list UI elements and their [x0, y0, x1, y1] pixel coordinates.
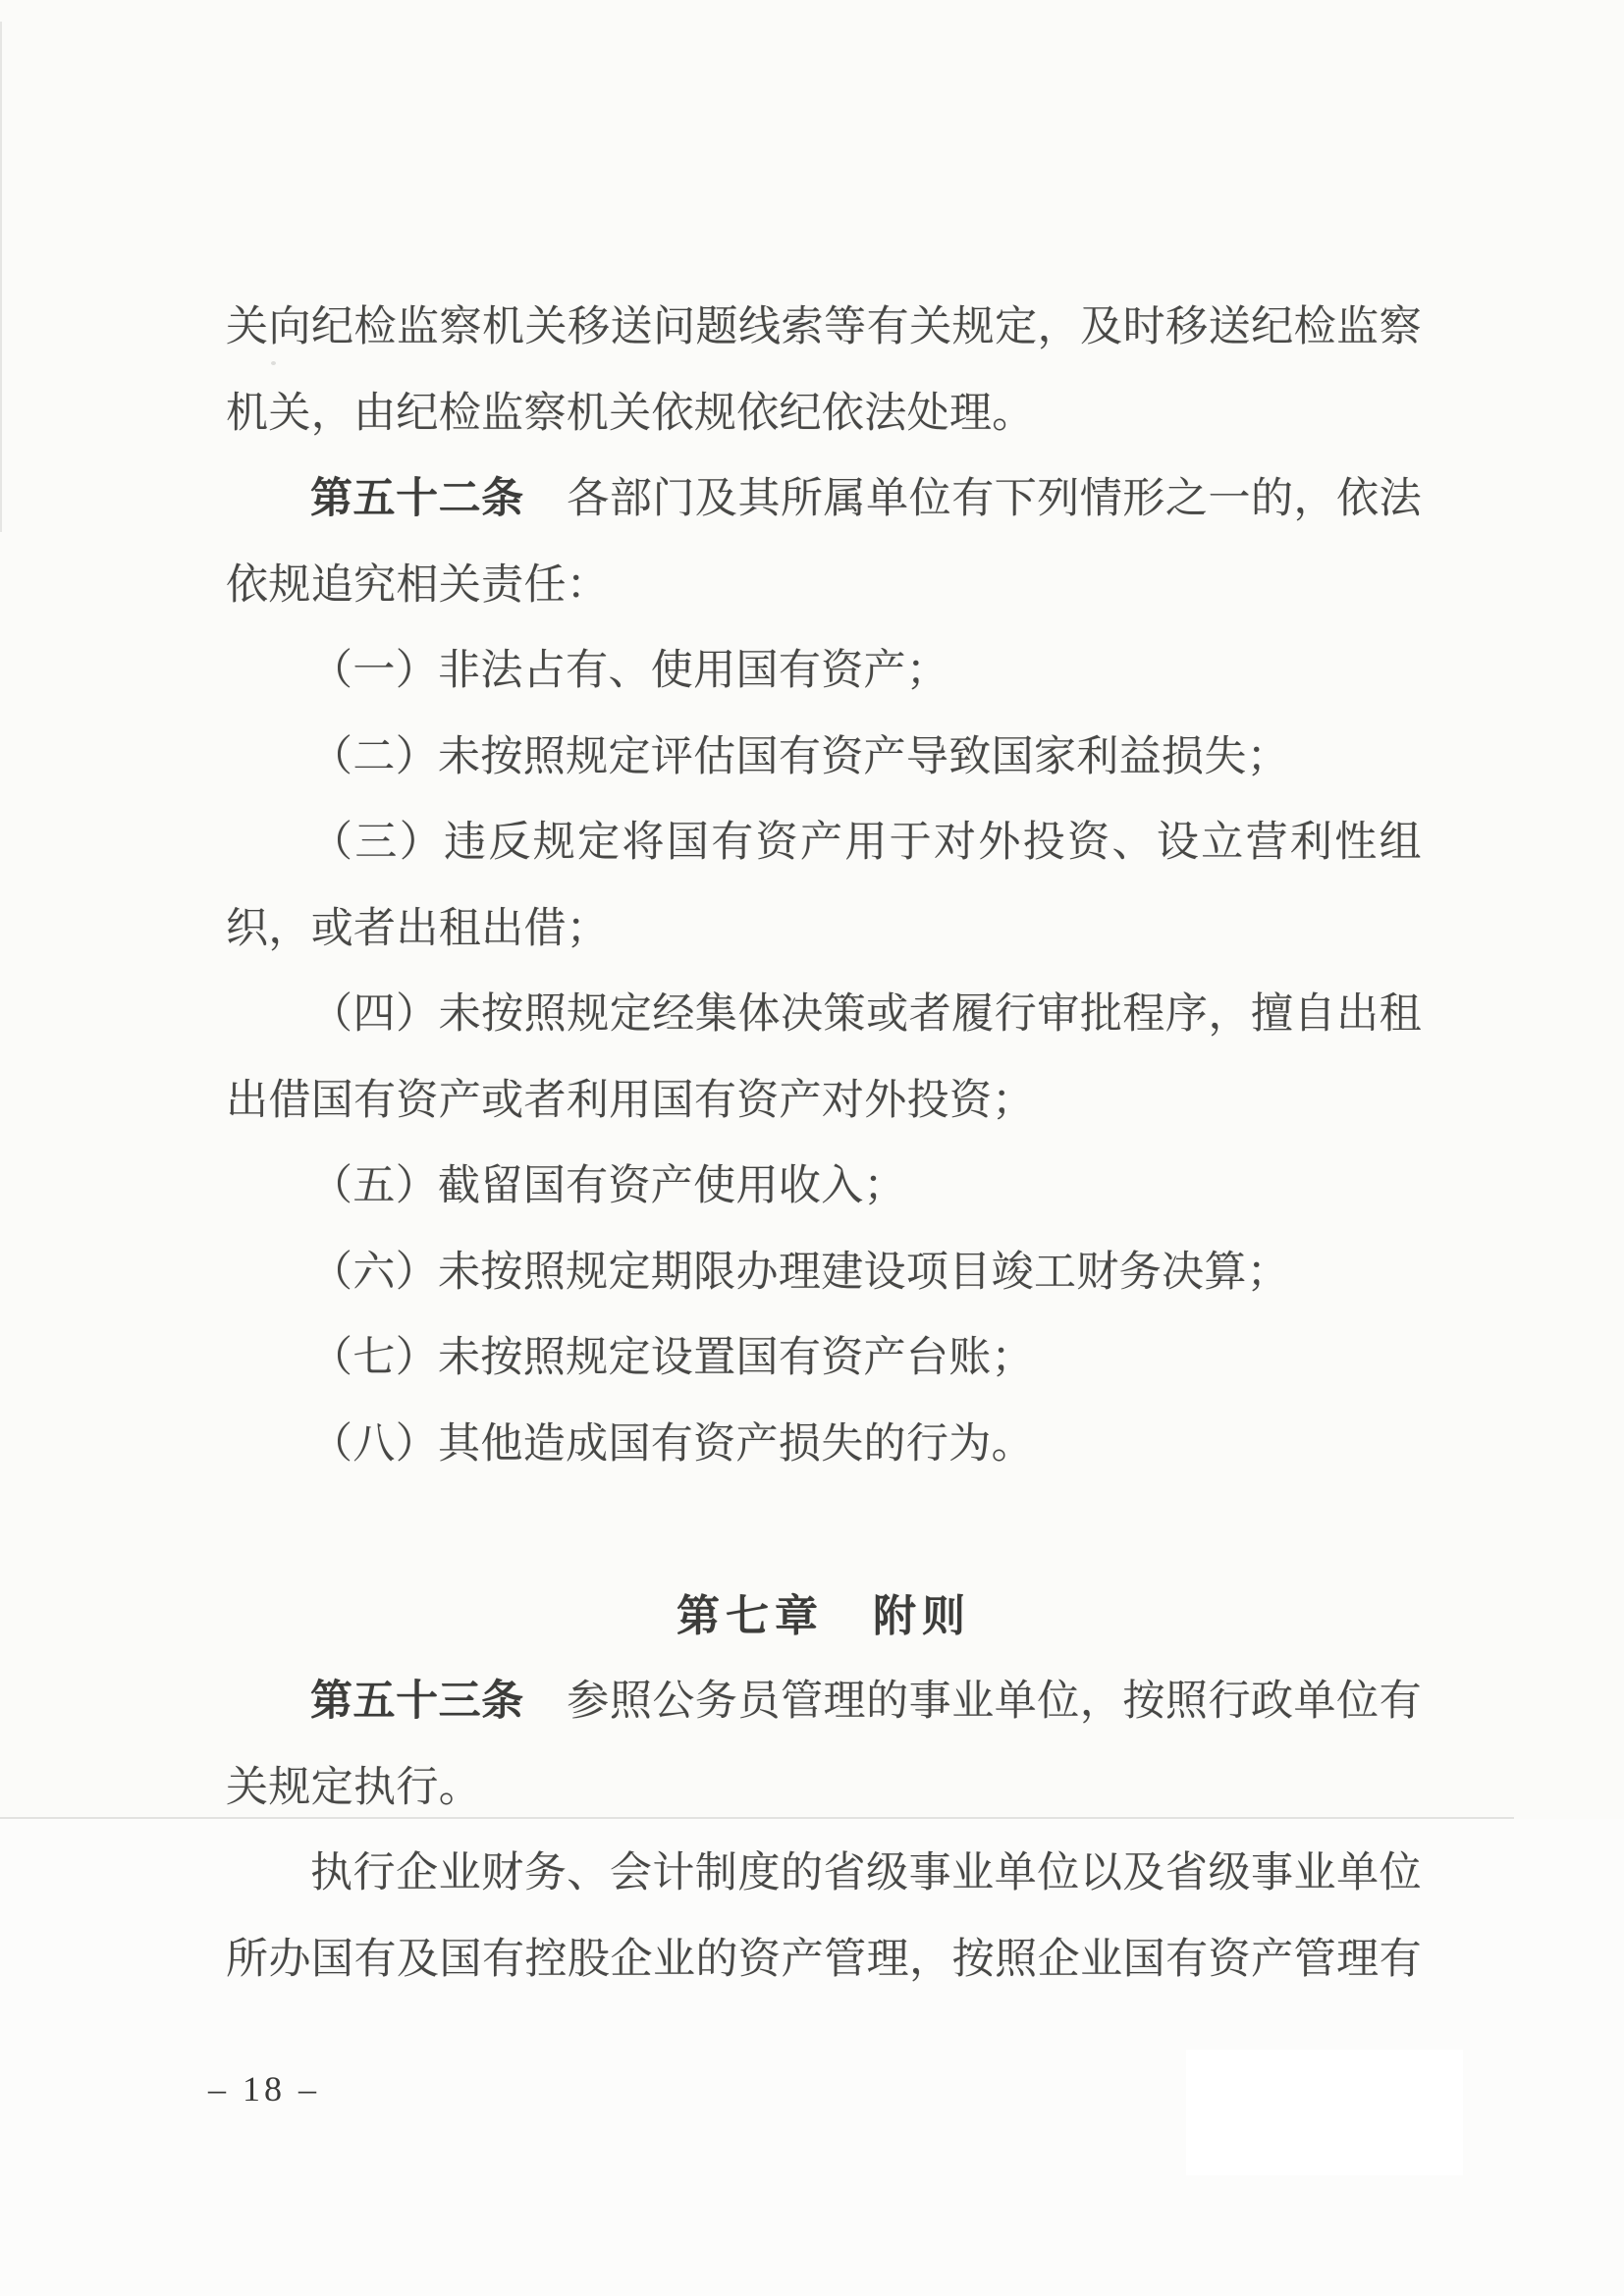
article52-item5: （五）截留国有资产使用收入；: [310, 1163, 906, 1209]
article52-number: 第五十二条: [310, 476, 524, 522]
page-number: – 18 –: [208, 2069, 320, 2109]
article52-item4-cont: 出借国有资产或者利用国有资产对外投资；: [226, 1077, 1035, 1124]
article52-item1: （一）非法占有、使用国有资产；: [310, 648, 949, 694]
article52-lead-cont: 依规追究相关责任：: [226, 561, 610, 609]
para51-line1: 关向纪检监察机关移送问题线索等有关规定，及时移送纪检监察: [226, 304, 1422, 350]
article52-lead-text: 各部门及其所属单位有下列情形之一的，依法: [523, 476, 1422, 522]
scan-white-patch: [1186, 2050, 1463, 2175]
article52-item2: （二）未按照规定评估国有资产导致国家利益损失；: [310, 733, 1290, 780]
article52-item8: （八）其他造成国有资产损失的行为。: [310, 1420, 1034, 1468]
article52-lead-line: [226, 456, 1422, 543]
article53-number: 第五十三条: [310, 1679, 524, 1725]
para51-line2: 机关，由纪检监察机关依规依纪依法处理。: [226, 390, 1035, 437]
article53-para2-line2: 所办国有及国有控股企业的资产管理，按照企业国有资产管理有: [226, 1936, 1422, 1983]
article52-item4: （四）未按照规定经集体决策或者履行审批程序，擅自出租: [310, 991, 1422, 1038]
article53-lead-text: 参照公务员管理的事业单位，按照行政单位有: [523, 1679, 1422, 1725]
article52-item6: （六）未按照规定期限办理建设项目竣工财务决算；: [310, 1249, 1290, 1296]
article52-item3-cont: 织，或者出租出借；: [226, 905, 610, 952]
scan-edge-artifact: [0, 22, 2, 532]
article53-lead-cont: 关规定执行。: [226, 1764, 482, 1811]
article53-para2-line1: 执行企业财务、会计制度的省级事业单位以及省级事业单位: [310, 1850, 1422, 1896]
article53-lead-line: [226, 1659, 1422, 1745]
article52-item7: （七）未按照规定设置国有资产台账；: [310, 1335, 1034, 1381]
document-body: [226, 285, 1422, 2002]
chapter7-heading: 第七章 附则: [677, 1591, 971, 1640]
article52-item3: （三）违反规定将国有资产用于对外投资、设立营利性组: [310, 820, 1422, 866]
